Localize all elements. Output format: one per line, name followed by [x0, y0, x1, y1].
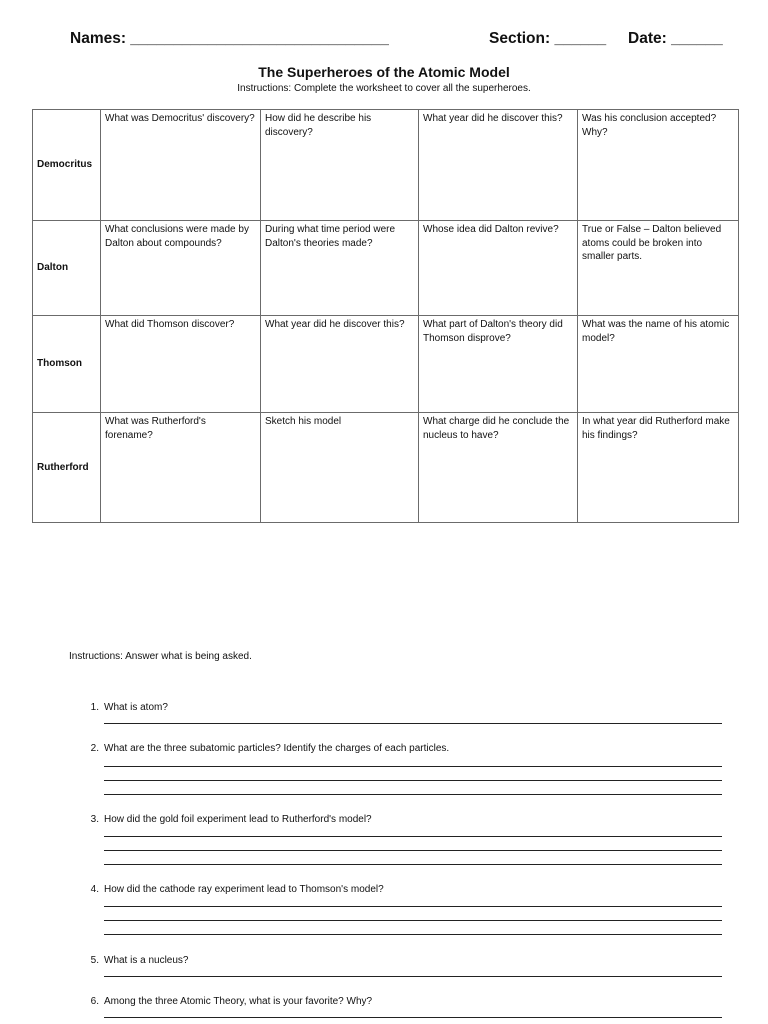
question-text: How did the gold foil experiment lead to Rutherford's model?: [104, 814, 372, 825]
names-field[interactable]: Names: ______________________________: [70, 30, 389, 47]
question-number: 1.: [90, 702, 99, 713]
page-title: The Superheroes of the Atomic Model: [258, 64, 510, 80]
row-header: Democritus: [33, 110, 101, 221]
table-row: [33, 316, 739, 413]
section-field[interactable]: Section: ______: [489, 30, 607, 47]
question-cell[interactable]: Whose idea did Dalton revive?: [419, 221, 578, 316]
question-text: What is a nucleus?: [104, 955, 189, 966]
question-cell[interactable]: Was his conclusion accepted? Why?: [578, 110, 739, 221]
question-text: Among the three Atomic Theory, what is your favorite? Why?: [104, 996, 373, 1007]
question-cell[interactable]: What year did he discover this?: [261, 316, 419, 413]
answer-line[interactable]: [104, 794, 722, 795]
answer-line[interactable]: [104, 920, 722, 921]
answer-instructions: Instructions: Answer what is being asked.: [69, 651, 252, 662]
question-cell[interactable]: What was Democritus' discovery?: [101, 110, 261, 221]
answer-line[interactable]: [104, 723, 722, 724]
question-number: 6.: [90, 996, 99, 1007]
answer-line[interactable]: [104, 780, 722, 781]
table-row: [33, 413, 739, 523]
answer-line[interactable]: [104, 1017, 722, 1018]
question-cell[interactable]: What did Thomson discover?: [101, 316, 261, 413]
question-cell[interactable]: True or False – Dalton believed atoms could be broken into smaller parts.: [578, 221, 739, 316]
question-text: What is atom?: [104, 702, 168, 713]
row-header: Thomson: [33, 316, 101, 413]
question-number: 4.: [90, 884, 99, 895]
question-cell[interactable]: What charge did he conclude the nucleus to have?: [419, 413, 578, 523]
answer-line[interactable]: [104, 976, 722, 977]
question-cell[interactable]: What was the name of his atomic model?: [578, 316, 739, 413]
table-row: [33, 110, 739, 221]
question-cell[interactable]: During what time period were Dalton's theories made?: [261, 221, 419, 316]
answer-line[interactable]: [104, 850, 722, 851]
question-number: 3.: [90, 814, 99, 825]
question-cell[interactable]: What year did he discover this?: [419, 110, 578, 221]
date-field[interactable]: Date: ______: [628, 30, 723, 47]
answer-line[interactable]: [104, 934, 722, 935]
question-number: 2.: [90, 743, 99, 754]
answer-line[interactable]: [104, 864, 722, 865]
instructions-text: Instructions: Complete the worksheet to cover all the superheroes.: [237, 83, 531, 94]
question-number: 5.: [90, 955, 99, 966]
question-cell[interactable]: In what year did Rutherford make his findings?: [578, 413, 739, 523]
question-cell[interactable]: How did he describe his discovery?: [261, 110, 419, 221]
question-cell[interactable]: Sketch his model: [261, 413, 419, 523]
answer-line[interactable]: [104, 836, 722, 837]
superheroes-table: [32, 109, 739, 523]
question-cell[interactable]: What was Rutherford's forename?: [101, 413, 261, 523]
answer-line[interactable]: [104, 906, 722, 907]
row-header: Rutherford: [33, 413, 101, 523]
question-cell[interactable]: What conclusions were made by Dalton about compounds?: [101, 221, 261, 316]
answer-line[interactable]: [104, 766, 722, 767]
question-text: How did the cathode ray experiment lead to Thomson's model?: [104, 884, 384, 895]
question-text: What are the three subatomic particles? Identify the charges of each particles.: [104, 743, 450, 754]
table-row: [33, 221, 739, 316]
row-header: Dalton: [33, 221, 101, 316]
worksheet-header: [0, 30, 768, 52]
question-cell[interactable]: What part of Dalton's theory did Thomson disprove?: [419, 316, 578, 413]
